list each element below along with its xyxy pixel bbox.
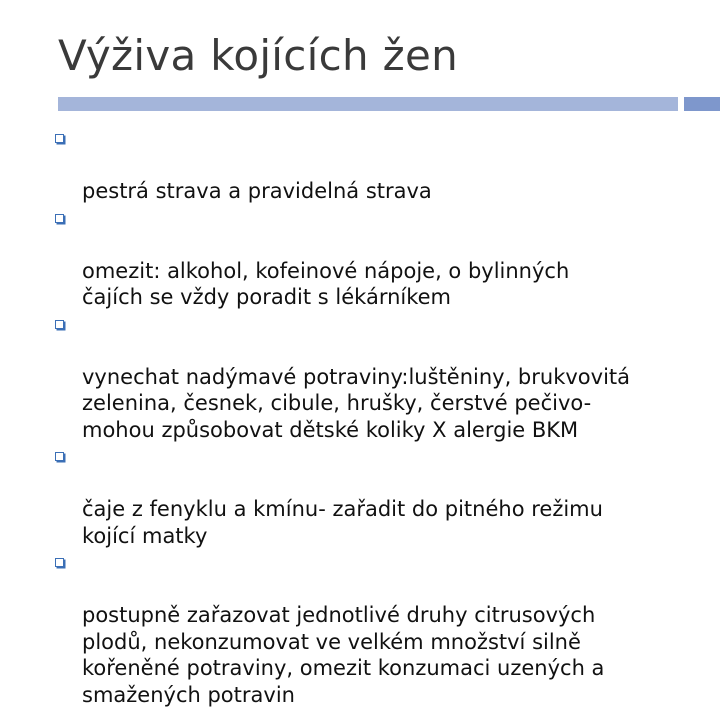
bullet-item (0, 205, 720, 311)
square-bullet-icon (55, 452, 64, 461)
slide-title: Výživa kojících žen (58, 31, 459, 80)
bullet-text: čaje z fenyklu a kmínu- zařadit do pitného režimu kojící matky (82, 497, 603, 548)
bullet-item (0, 443, 720, 549)
square-bullet-icon (55, 214, 64, 223)
bullet-list (0, 125, 720, 708)
title-underline-accent (684, 97, 720, 111)
bullet-text: omezit: alkohol, kofeinové nápoje, o bylinných čajích se vždy poradit s lékárníkem (82, 258, 570, 309)
square-bullet-icon (55, 134, 64, 143)
bullet-item (0, 549, 720, 708)
bullet-text: vynechat nadýmavé potraviny:luštěniny, brukvovitá zelenina, česnek, cibule, hrušky, čerstvé pečivo- mohou způsobovat dětské koliky X alergie BKM (82, 364, 631, 442)
square-bullet-icon (55, 320, 64, 329)
bullet-item (0, 311, 720, 444)
bullet-item (0, 125, 720, 205)
bullet-text: postupně zařazovat jednotlivé druhy citrusových plodů, nekonzumovat ve velkém množství silně kořeněné potraviny, omezit konzumaci uzených a smažených potravin (82, 603, 605, 707)
square-bullet-icon (55, 558, 64, 567)
title-underline (58, 97, 678, 111)
bullet-text: pestrá strava a pravidelná strava (82, 179, 432, 203)
